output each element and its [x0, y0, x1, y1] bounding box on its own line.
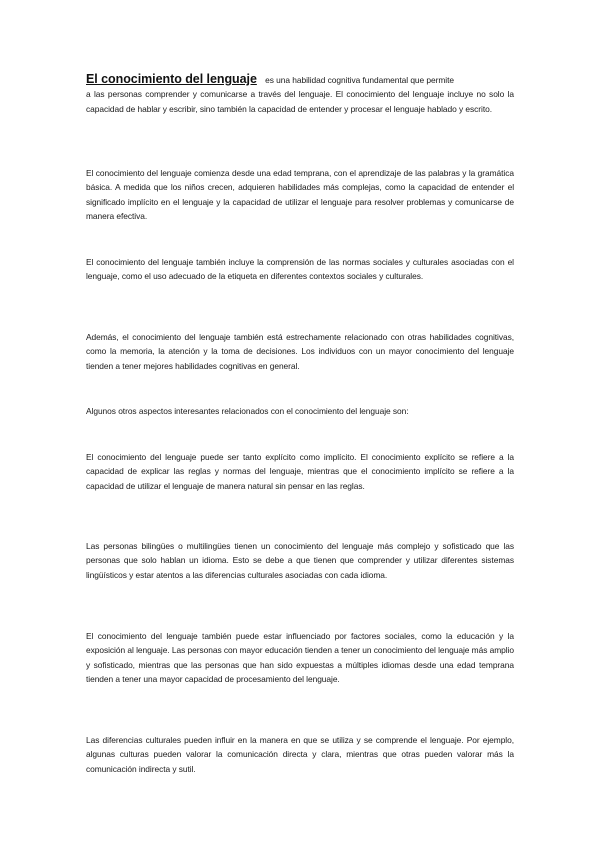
- paragraph: Además, el conocimiento del lenguaje también está estrechamente relacionado con otras habilidades cognitivas, como la memoria, la atención y la toma de decisiones. Los individuos con un mayor conocimiento del lenguaje tienden a tener mejores habilidades cognitivas en general.: [86, 332, 514, 371]
- document-title: El conocimiento del lenguaje: [86, 72, 257, 86]
- paragraph: Algunos otros aspectos interesantes relacionados con el conocimiento del lenguaje son:: [86, 406, 409, 416]
- paragraph: Las diferencias culturales pueden influir en la manera en que se utiliza y se comprende el lenguaje. Por ejemplo, algunas culturas pueden valorar la comunicación directa y clara, mientras que otras pueden valorar más la comunicación indirecta y sutil.: [86, 735, 514, 774]
- paragraph: El conocimiento del lenguaje también incluye la comprensión de las normas sociales y culturales asociadas con el lenguaje, como el uso adecuado de la etiqueta en diferentes contextos sociales y culturales.: [86, 257, 514, 282]
- intro-first-line: [86, 72, 514, 87]
- paragraph: Las personas bilingües o multilingües tienen un conocimiento del lenguaje más complejo y sofisticado que las personas que solo hablan un idioma. Esto se debe a que tienen que comprender y utilizar diferentes sistemas lingüísticos y estar atentos a las diferencias culturales asociadas con cada idioma.: [86, 541, 514, 580]
- paragraph: El conocimiento del lenguaje comienza desde una edad temprana, con el aprendizaje de las palabras y la gramática básica. A medida que los niños crecen, adquieren habilidades más complejas, como la capacidad de entender el significado implícito en el lenguaje y la capacidad de utilizar el lenguaje para resolver problemas y comunicarse de manera efectiva.: [86, 168, 514, 221]
- paragraph: El conocimiento del lenguaje puede ser tanto explícito como implícito. El conocimiento explícito se refiere a la capacidad de explicar las reglas y normas del lenguaje, mientras que el conocimiento implícito se refiere a la capacidad de utilizar el lenguaje de manera natural sin pensar en las reglas.: [86, 452, 514, 491]
- intro-paragraph: [86, 72, 514, 116]
- intro-body-text: a las personas comprender y comunicarse a través del lenguaje. El conocimiento del lenguaje incluye no solo la capacidad de hablar y escribir, sino también la capacidad de entender y procesar el lenguaje hablado y escrito.: [86, 89, 514, 114]
- intro-first-line-text: es una habilidad cognitiva fundamental que permite: [265, 75, 454, 85]
- paragraph: El conocimiento del lenguaje también puede estar influenciado por factores sociales, como la educación y la exposición al lenguaje. Las personas con mayor educación tienden a tener un conocimiento del lenguaje más amplio y sofisticado, mientras que las personas que han sido expuestas a múltiples idiomas desde una edad temprana tienden a tener una mayor capacidad de procesamiento del lenguaje.: [86, 631, 514, 684]
